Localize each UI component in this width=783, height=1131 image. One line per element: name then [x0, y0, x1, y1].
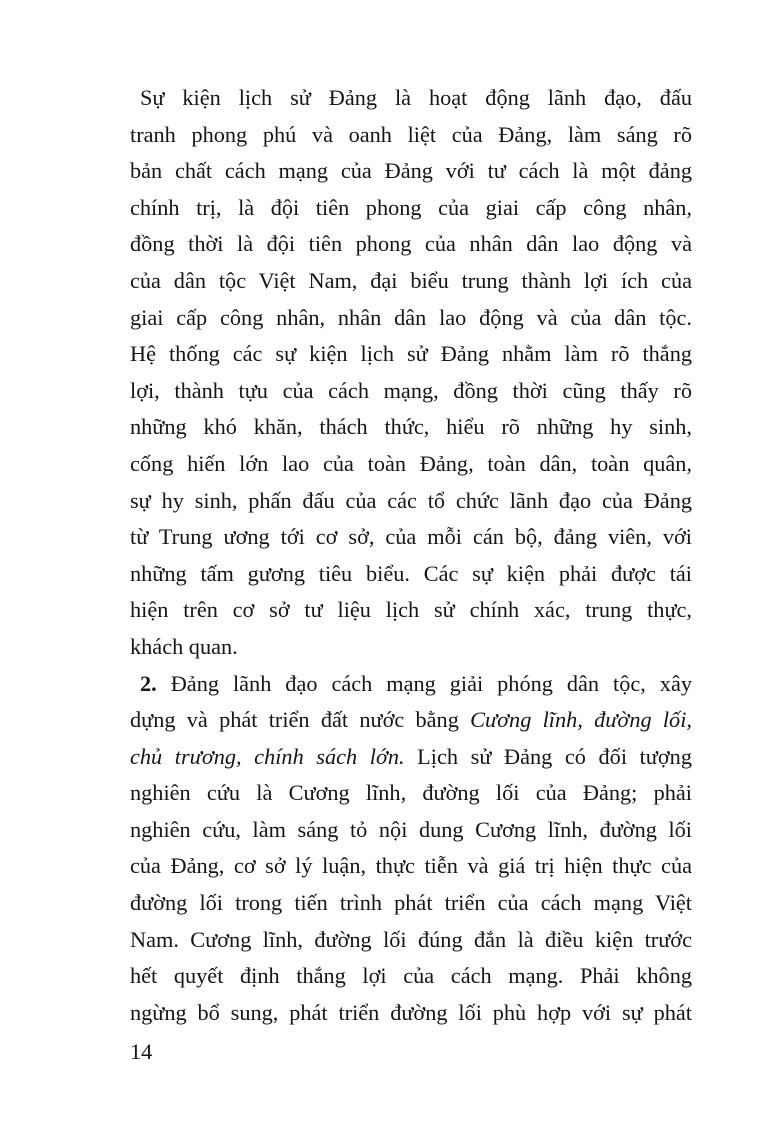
paragraph-2-line: nghiên cứu là Cương lĩnh, đường lối của Đảng; phải: [130, 780, 692, 806]
paragraph-2-line: hết quyết định thắng lợi của cách mạng. Phải không: [130, 963, 692, 989]
paragraph-2-line-text: Đảng lãnh đạo cách mạng giải phóng dân tộc, xây: [156, 670, 692, 696]
paragraph-1-line: những tấm gương tiêu biểu. Các sự kiện phải được tái: [130, 560, 692, 586]
paragraph-1-line: bản chất cách mạng của Đảng với tư cách là một đảng: [130, 158, 692, 184]
paragraph-2-line: của Đảng, cơ sở lý luận, thực tiễn và giá trị hiện thực của: [130, 853, 692, 879]
body-text: [130, 80, 692, 1031]
paragraph-2-line: ngừng bổ sung, phát triển đường lối phù hợp với sự phát: [130, 999, 692, 1025]
paragraph-1-line: lợi, thành tựu của cách mạng, đồng thời cũng thấy rõ: [130, 377, 692, 403]
paragraph-1-line: cống hiến lớn lao của toàn Đảng, toàn dân, toàn quân,: [130, 450, 692, 476]
paragraph-1-line: từ Trung ương tới cơ sở, của mỗi cán bộ, đảng viên, với: [130, 524, 692, 550]
paragraph-1-line: hiện trên cơ sở tư liệu lịch sử chính xác, trung thực,: [130, 597, 692, 623]
paragraph-1-line: tranh phong phú và oanh liệt của Đảng, làm sáng rõ: [130, 121, 692, 147]
paragraph-1-line: đồng thời là đội tiên phong của nhân dân lao động và: [130, 231, 692, 257]
paragraph-2-heading-line: [130, 666, 692, 703]
section-number: 2.: [140, 670, 157, 696]
paragraph-2-line-text: dựng và phát triển đất nước bằng: [130, 707, 471, 733]
paragraph-1-line: Sự kiện lịch sử Đảng là hoạt động lãnh đạo, đấu: [140, 85, 692, 110]
emphasis-text: Cương lĩnh, đường lối,: [470, 707, 692, 733]
paragraph-1-line: Hệ thống các sự kiện lịch sử Đảng nhằm làm rõ thắng: [130, 341, 692, 367]
paragraph-2-line-text: Lịch sử Đảng có đối tượng: [404, 743, 692, 769]
paragraph-2-line: [130, 739, 692, 776]
paragraph-2-line: nghiên cứu, làm sáng tỏ nội dung Cương lĩnh, đường lối: [130, 816, 692, 842]
emphasis-text: chủ trương, chính sách lớn.: [130, 743, 405, 769]
paragraph-1-line: những khó khăn, thách thức, hiểu rõ những hy sinh,: [130, 414, 692, 440]
paragraph-1-line: chính trị, là đội tiên phong của giai cấp công nhân,: [130, 194, 692, 220]
paragraph-1-line: của dân tộc Việt Nam, đại biểu trung thành lợi ích của: [130, 267, 692, 293]
paragraph-2-line: Nam. Cương lĩnh, đường lối đúng đắn là điều kiện trước: [130, 926, 692, 952]
paragraph-2-line: [130, 702, 692, 739]
paragraph-1-line: giai cấp công nhân, nhân dân lao động và của dân tộc.: [130, 304, 692, 330]
page-number: 14: [130, 1039, 153, 1064]
paragraph-1-line: sự hy sinh, phấn đấu của các tổ chức lãnh đạo của Đảng: [130, 487, 692, 513]
paragraph-1-line: khách quan.: [130, 633, 238, 659]
paragraph-2-line: đường lối trong tiến trình phát triển của cách mạng Việt: [130, 890, 692, 916]
